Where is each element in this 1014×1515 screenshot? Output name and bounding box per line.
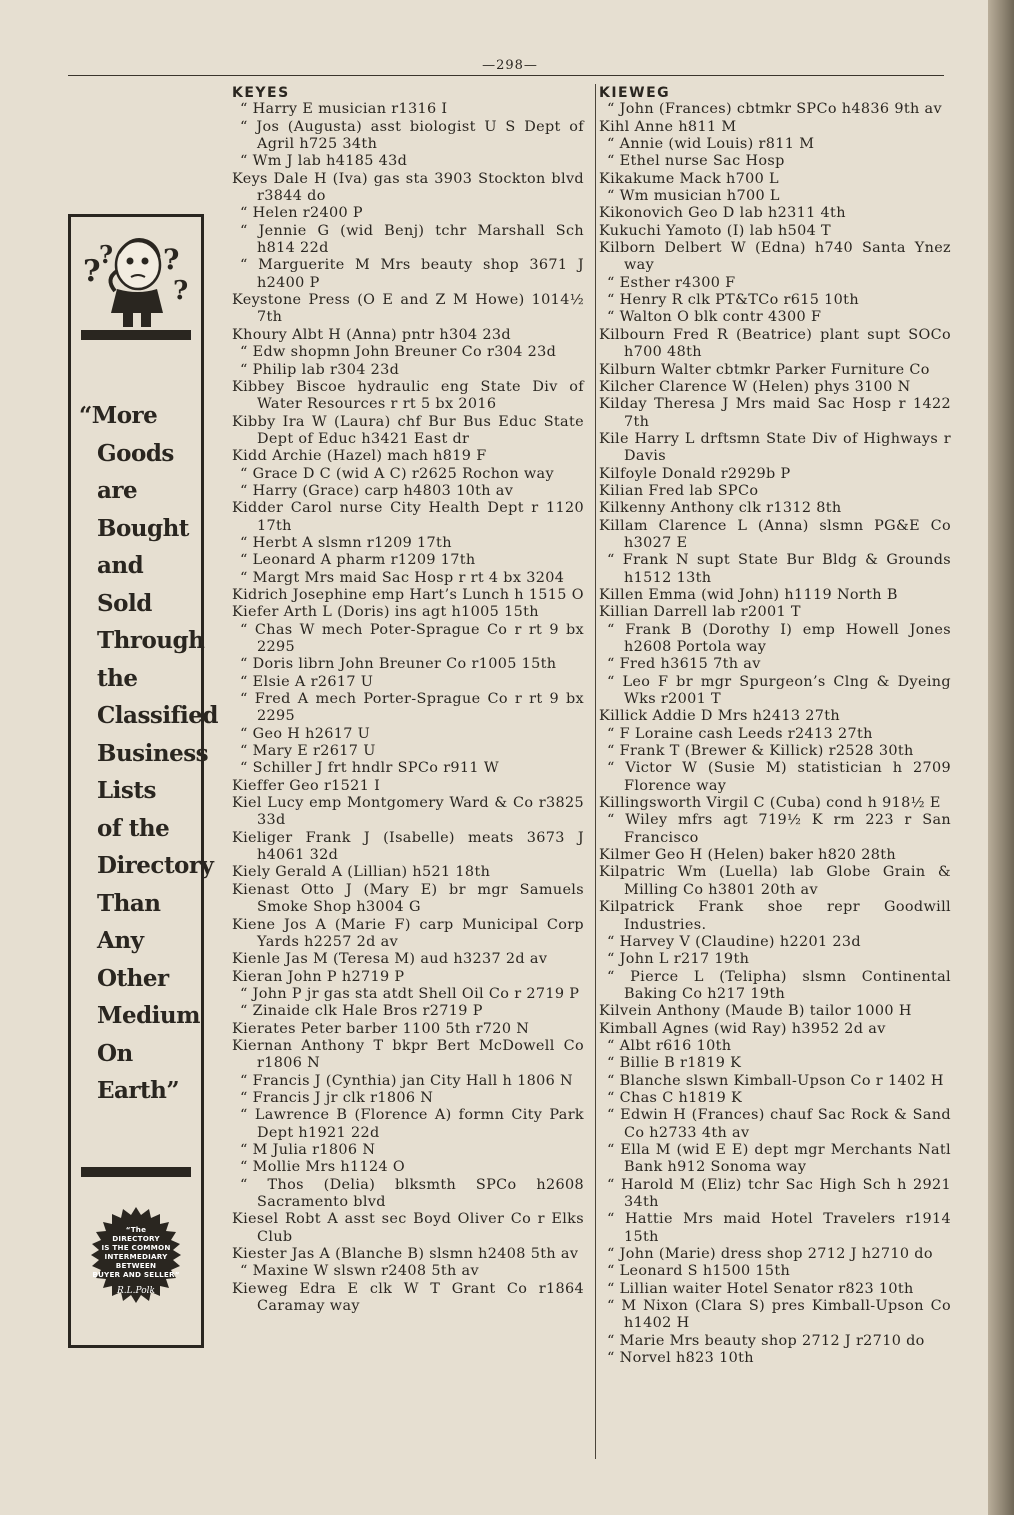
- seal-line: BUYER AND SELLER”: [92, 1270, 180, 1279]
- slogan-line: of the: [97, 814, 170, 842]
- entry-list: [232, 101, 584, 1315]
- seal-line: BETWEEN: [115, 1261, 157, 1270]
- directory-entry: Kilpatrick Frank shoe repr Goodwill Industries.: [599, 899, 951, 933]
- directory-entry: “ Ethel nurse Sac Hosp: [607, 153, 785, 170]
- directory-entry: “ Pierce L (Telipha) slsmn Continental Baking Co h217 19th: [607, 968, 951, 1002]
- directory-entry: Kiely Gerald A (Lillian) h521 18th: [232, 864, 491, 881]
- directory-entry: “ John (Frances) cbtmkr SPCo h4836 9th av: [607, 101, 942, 118]
- directory-entry: Kimball Agnes (wid Ray) h3952 2d av: [599, 1020, 886, 1037]
- directory-entry: Kikonovich Geo D lab h2311 4th: [599, 205, 846, 222]
- directory-entry: Kihl Anne h811 M: [599, 118, 737, 135]
- directory-entry: “ Jennie G (wid Benj) tchr Marshall Sch h814 22d: [240, 222, 584, 257]
- slogan-line: Earth”: [97, 1077, 180, 1104]
- directory-entry: “ Norvel h823 10th: [607, 1350, 754, 1367]
- directory-entry: “ Harvey V (Claudine) h2201 23d: [607, 933, 861, 950]
- seal-text: [88, 1225, 184, 1279]
- slogan-line: Business: [97, 739, 209, 767]
- directory-entry: “ Chas C h1819 K: [607, 1089, 743, 1106]
- directory-entry: Killian Darrell lab r2001 T: [599, 604, 801, 621]
- slogan-line: “More: [79, 402, 158, 429]
- question-mark-icon: ?: [163, 243, 180, 276]
- right-column: [599, 84, 951, 1367]
- left-column: [232, 84, 584, 1315]
- directory-entry: Kieliger Frank J (Isabelle) meats 3673 J h4061 32d: [232, 829, 584, 864]
- directory-entry: “ Harry (Grace) carp h4803 10th av: [240, 482, 514, 499]
- directory-entry: “ Fred h3615 7th av: [607, 656, 761, 673]
- slogan-line: and: [97, 552, 144, 579]
- directory-entry: “ Blanche slswn Kimball-Upson Co r 1402 H: [607, 1072, 944, 1089]
- column-divider: [595, 84, 596, 1459]
- directory-entry: Killingsworth Virgil C (Cuba) cond h 918½ E: [599, 795, 941, 812]
- directory-entry: “ Harry E musician r1316 I: [240, 101, 448, 118]
- directory-entry: Kienle Jas M (Teresa M) aud h3237 2d av: [232, 951, 548, 968]
- seal-line: INTERMEDIARY: [104, 1252, 168, 1261]
- directory-entry: “ Zinaide clk Hale Bros r2719 P: [240, 1003, 483, 1020]
- directory-entry: Kilpatric Wm (Luella) lab Globe Grain & Milling Co h3801 20th av: [599, 864, 951, 898]
- directory-entry: Killen Emma (wid John) h1119 North B: [599, 586, 898, 603]
- directory-entry: “ Jos (Augusta) asst biologist U S Dept of Agril h725 34th: [240, 118, 584, 153]
- directory-entry: “ Fred A mech Porter-Sprague Co r rt 9 bx 2295: [240, 691, 584, 725]
- slogan-line: Bought: [97, 514, 189, 542]
- slogan-line: Than: [97, 889, 161, 917]
- directory-entry: “ Grace D C (wid A C) r2625 Rochon way: [240, 465, 554, 482]
- directory-entry: “ John L r217 19th: [607, 951, 750, 968]
- directory-entry: “ Henry R clk PT&TCo r615 10th: [607, 292, 859, 309]
- directory-entry: Kienast Otto J (Mary E) br mgr Samuels Smoke Shop h3004 G: [232, 881, 584, 916]
- directory-entry: “ Harold M (Eliz) tchr Sac High Sch h 2921 34th: [607, 1176, 951, 1210]
- ad-divider-bar: [81, 330, 191, 340]
- question-mark-icon: ?: [83, 254, 101, 289]
- slogan-line: Classified: [97, 702, 218, 729]
- directory-entry: “ Herbt A slsmn r1209 17th: [240, 534, 452, 551]
- directory-entry: “ Frank B (Dorothy I) emp Howell Jones h2608 Portola way: [607, 621, 951, 655]
- directory-entry: Kidd Archie (Hazel) mach h819 F: [232, 448, 487, 465]
- directory-entry: “ Geo H h2617 U: [240, 725, 371, 742]
- directory-entry: Kieran John P h2719 P: [232, 968, 405, 985]
- directory-entry: Kidrich Josephine emp Hart’s Lunch h 1515 O: [232, 586, 584, 603]
- directory-entry: Kiene Jos A (Marie F) carp Municipal Corp Yards h2257 2d av: [232, 916, 584, 950]
- directory-entry: “ Hattie Mrs maid Hotel Travelers r1914 15th: [607, 1211, 951, 1245]
- directory-entry: “ Lawrence B (Florence A) formn City Park Dept h1921 22d: [240, 1107, 584, 1141]
- puzzled-boy-cartoon-icon: [81, 229, 193, 329]
- seal-line: DIRECTORY: [112, 1234, 160, 1243]
- directory-entry: “ Maxine W slswn r2408 5th av: [240, 1263, 479, 1280]
- directory-entry: “ Mary E r2617 U: [240, 743, 376, 760]
- slogan-line: Directory: [97, 852, 214, 879]
- slogan-line: are: [97, 477, 138, 504]
- column-heading: KEYES: [232, 85, 290, 101]
- directory-entry: “ Doris librn John Breuner Co r1005 15th: [240, 656, 557, 673]
- seal-signature: R.L.Polk: [117, 1286, 155, 1296]
- directory-entry: Kilday Theresa J Mrs maid Sac Hosp r 1422 7th: [599, 396, 951, 430]
- directory-entry: Kilkenny Anthony clk r1312 8th: [599, 500, 842, 517]
- seal-line: “The: [125, 1225, 147, 1234]
- directory-entry: Kilfoyle Donald r2929b P: [599, 465, 791, 482]
- directory-entry: “ Schiller J frt hndlr SPCo r911 W: [240, 760, 500, 777]
- directory-entry: Kiester Jas A (Blanche B) slsmn h2408 5th av: [232, 1246, 579, 1263]
- directory-entry: “ Lillian waiter Hotel Senator r823 10th: [607, 1280, 914, 1297]
- advertisement-box: [68, 214, 218, 1348]
- page-number: —298—: [482, 58, 538, 73]
- directory-entry: Kilmer Geo H (Helen) baker h820 28th: [599, 847, 896, 864]
- seal-line: IS THE COMMON: [101, 1243, 171, 1252]
- slogan-line: Sold: [97, 589, 152, 617]
- directory-entry: “ Albt r616 10th: [607, 1037, 732, 1054]
- directory-entry: “ Wm J lab h4185 43d: [240, 153, 408, 170]
- directory-entry: “ Leonard A pharm r1209 17th: [240, 552, 476, 569]
- directory-entry: Kidder Carol nurse City Health Dept r 1120 17th: [232, 500, 584, 534]
- directory-entry: Kiel Lucy emp Montgomery Ward & Co r3825 33d: [232, 795, 584, 829]
- header-rule: [68, 75, 944, 76]
- directory-entry: “ John P jr gas sta atdt Shell Oil Co r 2719 P: [240, 985, 580, 1002]
- directory-entry: “ Margt Mrs maid Sac Hosp r rt 4 bx 3204: [240, 569, 565, 586]
- directory-entry: “ Edw shopmn John Breuner Co r304 23d: [240, 344, 557, 361]
- slogan-line: Any: [97, 927, 144, 954]
- directory-entry: “ Frank T (Brewer & Killick) r2528 30th: [607, 743, 914, 760]
- directory-entry: Kilian Fred lab SPCo: [599, 482, 759, 499]
- directory-entry: “ Chas W mech Poter-Sprague Co r rt 9 bx 2295: [240, 621, 584, 655]
- directory-entry: “ Billie B r1819 K: [607, 1055, 742, 1072]
- column-heading: KIEWEG: [599, 85, 671, 101]
- directory-entry: “ Philip lab r304 23d: [240, 361, 400, 378]
- directory-entry: “ Edwin H (Frances) chauf Sac Rock & Sand Co h2733 4th av: [607, 1107, 951, 1141]
- directory-entry: Kilvein Anthony (Maude B) tailor 1000 H: [599, 1003, 912, 1020]
- slogan-line: Other: [97, 964, 169, 992]
- slogan-line: Lists: [97, 777, 156, 804]
- slogan-line: Goods: [97, 439, 174, 467]
- directory-entry: Kieweg Edra E clk W T Grant Co r1864 Caramay way: [232, 1280, 584, 1315]
- directory-entry: Killam Clarence L (Anna) slsmn PG&E Co h3027 E: [599, 517, 951, 551]
- slogan-line: On: [97, 1039, 133, 1067]
- directory-entry: Khoury Albt H (Anna) pntr h304 23d: [232, 326, 511, 343]
- directory-entry: “ Mollie Mrs h1124 O: [240, 1159, 406, 1176]
- directory-entry: Killick Addie D Mrs h2413 27th: [599, 708, 841, 725]
- directory-entry: Kilbourn Fred R (Beatrice) plant supt SOCo h700 48th: [599, 326, 951, 361]
- directory-entry: Kierates Peter barber 1100 5th r720 N: [232, 1020, 530, 1037]
- directory-entry: “ Frank N supt State Bur Bldg & Grounds h1512 13th: [607, 552, 951, 586]
- directory-entry: “ Wm musician h700 L: [607, 188, 780, 205]
- directory-entry: Kilburn Walter cbtmkr Parker Furniture Co: [599, 361, 930, 378]
- directory-entry: “ John (Marie) dress shop 2712 J h2710 do: [607, 1246, 933, 1263]
- directory-entry: “ Francis J (Cynthia) jan City Hall h 1806 N: [240, 1072, 573, 1089]
- directory-entry: “ Marie Mrs beauty shop 2712 J r2710 do: [607, 1332, 925, 1349]
- directory-entry: “ Francis J jr clk r1806 N: [240, 1089, 434, 1106]
- directory-entry: “ Marguerite M Mrs beauty shop 3671 J h2400 P: [240, 257, 584, 291]
- directory-entry: “ Helen r2400 P: [240, 205, 363, 222]
- directory-entry: Kilcher Clarence W (Helen) phys 3100 N: [599, 378, 911, 395]
- directory-entry: “ Victor W (Susie M) statistician h 2709 Florence way: [607, 760, 951, 794]
- directory-entry: Kiefer Arth L (Doris) ins agt h1005 15th: [232, 604, 539, 621]
- slogan-line: Medium: [97, 1002, 200, 1029]
- slogan-line: the: [97, 664, 138, 692]
- directory-entry: Kukuchi Yamoto (I) lab h504 T: [599, 222, 832, 239]
- directory-entry: “ Esther r4300 F: [607, 274, 736, 291]
- directory-entry: “ Thos (Delia) blksmth SPCo h2608 Sacramento blvd: [240, 1176, 584, 1210]
- directory-entry: Kilborn Delbert W (Edna) h740 Santa Ynez way: [599, 240, 951, 274]
- directory-entry: Kikakume Mack h700 L: [599, 170, 779, 187]
- directory-entry: “ F Loraine cash Leeds r2413 27th: [607, 725, 873, 742]
- book-binding-edge: [988, 0, 1014, 1515]
- directory-entry: “ Elsie A r2617 U: [240, 673, 374, 690]
- directory-entry: Keys Dale H (Iva) gas sta 3903 Stockton blvd r3844 do: [232, 170, 584, 205]
- directory-entry: Kieffer Geo r1521 I: [232, 777, 381, 794]
- directory-entry: “ M Nixon (Clara S) pres Kimball-Upson Co h1402 H: [607, 1298, 951, 1332]
- directory-entry: “ Walton O blk contr 4300 F: [607, 309, 822, 326]
- directory-entry: Keystone Press (O E and Z M Howe) 1014½ 7th: [232, 292, 584, 326]
- directory-entry: Kibbey Biscoe hydraulic eng State Div of Water Resources r rt 5 bx 2016: [232, 378, 584, 413]
- directory-entry: Kibby Ira W (Laura) chf Bur Bus Educ State Dept of Educ h3421 East dr: [232, 413, 584, 447]
- directory-entry: “ Ella M (wid E E) dept mgr Merchants Natl Bank h912 Sonoma way: [607, 1141, 951, 1176]
- directory-entry: Kile Harry L drftsmn State Div of Highways r Davis: [599, 430, 951, 465]
- directory-entry: Kiernan Anthony T bkpr Bert McDowell Co r1806 N: [232, 1037, 584, 1072]
- directory-entry: “ Annie (wid Louis) r811 M: [607, 136, 815, 153]
- ad-slogan: [71, 397, 218, 1110]
- question-mark-icon: ?: [99, 240, 114, 269]
- directory-entry: Kiesel Robt A asst sec Boyd Oliver Co r Elks Club: [232, 1211, 584, 1245]
- directory-entry: “ Wiley mfrs agt 719½ K rm 223 r San Francisco: [607, 812, 951, 846]
- slogan-line: Through: [97, 627, 205, 654]
- directory-entry: “ Leo F br mgr Spurgeon’s Clng & Dyeing Wks r2001 T: [607, 673, 951, 708]
- directory-entry: “ M Julia r1806 N: [240, 1141, 376, 1158]
- directory-entry: “ Leonard S h1500 15th: [607, 1263, 791, 1280]
- question-mark-icon: ?: [173, 276, 189, 306]
- ad-divider-bar: [81, 1167, 191, 1177]
- entry-list: [599, 101, 951, 1367]
